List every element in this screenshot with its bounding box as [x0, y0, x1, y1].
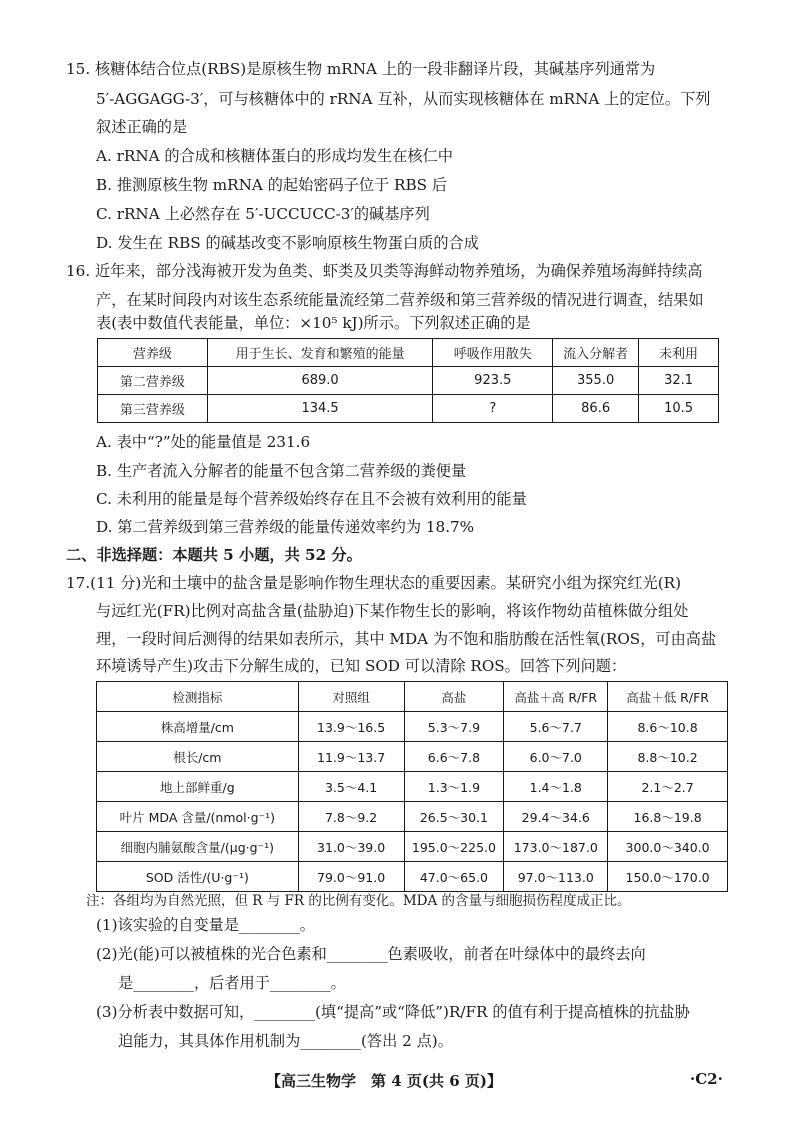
salt-cell: 29.4～34.6: [504, 802, 608, 832]
q17-sub-3-line-1: (3)分析表中数据可知，________(填“提高”或“降低”)R/FR 的值有利于提高植株的抗盐胁: [96, 1003, 690, 1021]
salt-cell: 16.8～19.8: [608, 802, 728, 832]
energy-cell: 32.1: [639, 367, 719, 395]
table-row: [97, 772, 728, 802]
salt-cell: SOD 活性/(U·g⁻¹): [97, 862, 299, 892]
salt-cell: 5.6～7.7: [504, 712, 608, 742]
salt-cell: 5.3～7.9: [404, 712, 504, 742]
salt-cell: 31.0～39.0: [298, 832, 404, 862]
q16-option-b: B. 生产者流入分解者的能量不包含第二营养级的粪便量: [96, 462, 467, 480]
energy-header-cell: 未利用: [639, 339, 719, 367]
salt-cell: 150.0～170.0: [608, 862, 728, 892]
q15-line-1: 15. 核糖体结合位点(RBS)是原核生物 mRNA 上的一段非翻译片段，其碱基序列通常为: [66, 60, 656, 78]
salt-cell: 7.8～9.2: [298, 802, 404, 832]
salt-header-cell: 高盐: [404, 682, 504, 712]
table-row: [97, 742, 728, 772]
q16-option-d: D. 第二营养级到第三营养级的能量传递效率约为 18.7%: [96, 518, 475, 536]
salt-header-cell: 高盐＋低 R/FR: [608, 682, 728, 712]
salt-cell: 26.5～30.1: [404, 802, 504, 832]
salt-cell: 细胞内脯氨酸含量/(μg·g⁻¹): [97, 832, 299, 862]
q16-line-2: 产，在某时间段内对该生态系统能量流经第二营养级和第三营养级的情况进行调查，结果如: [96, 291, 704, 309]
salt-cell: 1.4～1.8: [504, 772, 608, 802]
salt-header-cell: 检测指标: [97, 682, 299, 712]
salt-cell: 3.5～4.1: [298, 772, 404, 802]
salt-cell: 根长/cm: [97, 742, 299, 772]
salt-cell: 6.0～7.0: [504, 742, 608, 772]
q15-option-d: D. 发生在 RBS 的碱基改变不影响原核生物蛋白质的合成: [96, 234, 479, 252]
salt-cell: 6.6～7.8: [404, 742, 504, 772]
q17-sub-1: (1)该实验的自变量是________。: [96, 916, 315, 934]
energy-cell: 第三营养级: [98, 395, 208, 423]
salt-cell: 195.0～225.0: [404, 832, 504, 862]
q17-line-4: 环境诱导产生)攻击下分解生成的，已知 SOD 可以清除 ROS。回答下列问题：: [96, 657, 627, 675]
salt-cell: 47.0～65.0: [404, 862, 504, 892]
table-row: [98, 395, 719, 423]
energy-header-cell: 营养级: [98, 339, 208, 367]
table-note: 注：各组均为自然光照，但 R 与 FR 的比例有变化。MDA 的含量与细胞损伤程度成正比。: [86, 893, 631, 909]
table-row: [97, 802, 728, 832]
energy-cell: 86.6: [553, 395, 639, 423]
table-row: [97, 862, 728, 892]
q16-option-a: A. 表中“?”处的能量值是 231.6: [96, 433, 311, 451]
page-code: ·C2·: [690, 1070, 723, 1088]
section-heading: 二、非选择题：本题共 5 小题，共 52 分。: [66, 546, 362, 564]
q17-line-2: 与远红光(FR)比例对高盐含量(盐胁迫)下某作物生长的影响，将该作物幼苗植株做分组处: [96, 602, 689, 620]
q16-line-3: 表(表中数值代表能量，单位：×10⁵ kJ)所示。下列叙述正确的是: [96, 314, 531, 332]
q15-option-c: C. rRNA 上必然存在 5′-UCCUCC-3′的碱基序列: [96, 205, 430, 223]
salt-stress-table: [96, 681, 728, 892]
table-row: [98, 367, 719, 395]
energy-cell: 10.5: [639, 395, 719, 423]
salt-cell: 2.1～2.7: [608, 772, 728, 802]
table-row: [97, 832, 728, 862]
salt-header-cell: 高盐＋高 R/FR: [504, 682, 608, 712]
salt-cell: 株高增量/cm: [97, 712, 299, 742]
q17-sub-2-line-1: (2)光(能)可以被植株的光合色素和________色素吸收，前者在叶绿体中的最终去向: [96, 945, 646, 963]
energy-cell: 923.5: [433, 367, 553, 395]
q15-line-3: 叙述正确的是: [96, 118, 188, 136]
salt-cell: 13.9～16.5: [298, 712, 404, 742]
q17-line-1: 17.(11 分)光和土壤中的盐含量是影响作物生理状态的重要因素。某研究小组为探究红光(R): [66, 574, 682, 592]
table-row: [97, 712, 728, 742]
salt-cell: 地上部鲜重/g: [97, 772, 299, 802]
energy-cell: 134.5: [207, 395, 433, 423]
page-footer: 【高三生物学 第 4 页(共 6 页)】: [266, 1072, 502, 1090]
energy-cell: 355.0: [553, 367, 639, 395]
q17-sub-2-line-2: 是________，后者用于________。: [118, 974, 346, 992]
salt-cell: 1.3～1.9: [404, 772, 504, 802]
q15-option-b: B. 推测原核生物 mRNA 的起始密码子位于 RBS 后: [96, 176, 448, 194]
salt-cell: 97.0～113.0: [504, 862, 608, 892]
salt-cell: 173.0～187.0: [504, 832, 608, 862]
q17-sub-3-line-2: 迫能力，其具体作用机制为________(答出 2 点)。: [118, 1032, 453, 1050]
salt-cell: 8.6～10.8: [608, 712, 728, 742]
salt-cell: 叶片 MDA 含量/(nmol·g⁻¹): [97, 802, 299, 832]
energy-cell: 第二营养级: [98, 367, 208, 395]
salt-header-cell: 对照组: [298, 682, 404, 712]
energy-header-cell: 用于生长、发育和繁殖的能量: [207, 339, 433, 367]
q15-option-a: A. rRNA 的合成和核糖体蛋白的形成均发生在核仁中: [96, 147, 453, 165]
q17-line-3: 理，一段时间后测得的结果如表所示，其中 MDA 为不饱和脂肪酸在活性氧(ROS，可由高盐: [96, 630, 717, 648]
energy-table: [97, 338, 719, 423]
salt-cell: 300.0～340.0: [608, 832, 728, 862]
energy-cell: ?: [433, 395, 553, 423]
salt-cell: 79.0～91.0: [298, 862, 404, 892]
salt-cell: 8.8～10.2: [608, 742, 728, 772]
energy-header-cell: 流入分解者: [553, 339, 639, 367]
q16-option-c: C. 未利用的能量是每个营养级始终存在且不会被有效利用的能量: [96, 490, 527, 508]
energy-header-cell: 呼吸作用散失: [433, 339, 553, 367]
q15-line-2: 5′-AGGAGG-3′，可与核糖体中的 rRNA 互补，从而实现核糖体在 mRNA 上的定位。下列: [96, 90, 711, 108]
salt-cell: 11.9～13.7: [298, 742, 404, 772]
energy-cell: 689.0: [207, 367, 433, 395]
q16-line-1: 16. 近年来，部分浅海被开发为鱼类、虾类及贝类等海鲜动物养殖场，为确保养殖场海鲜持续高: [66, 262, 703, 280]
